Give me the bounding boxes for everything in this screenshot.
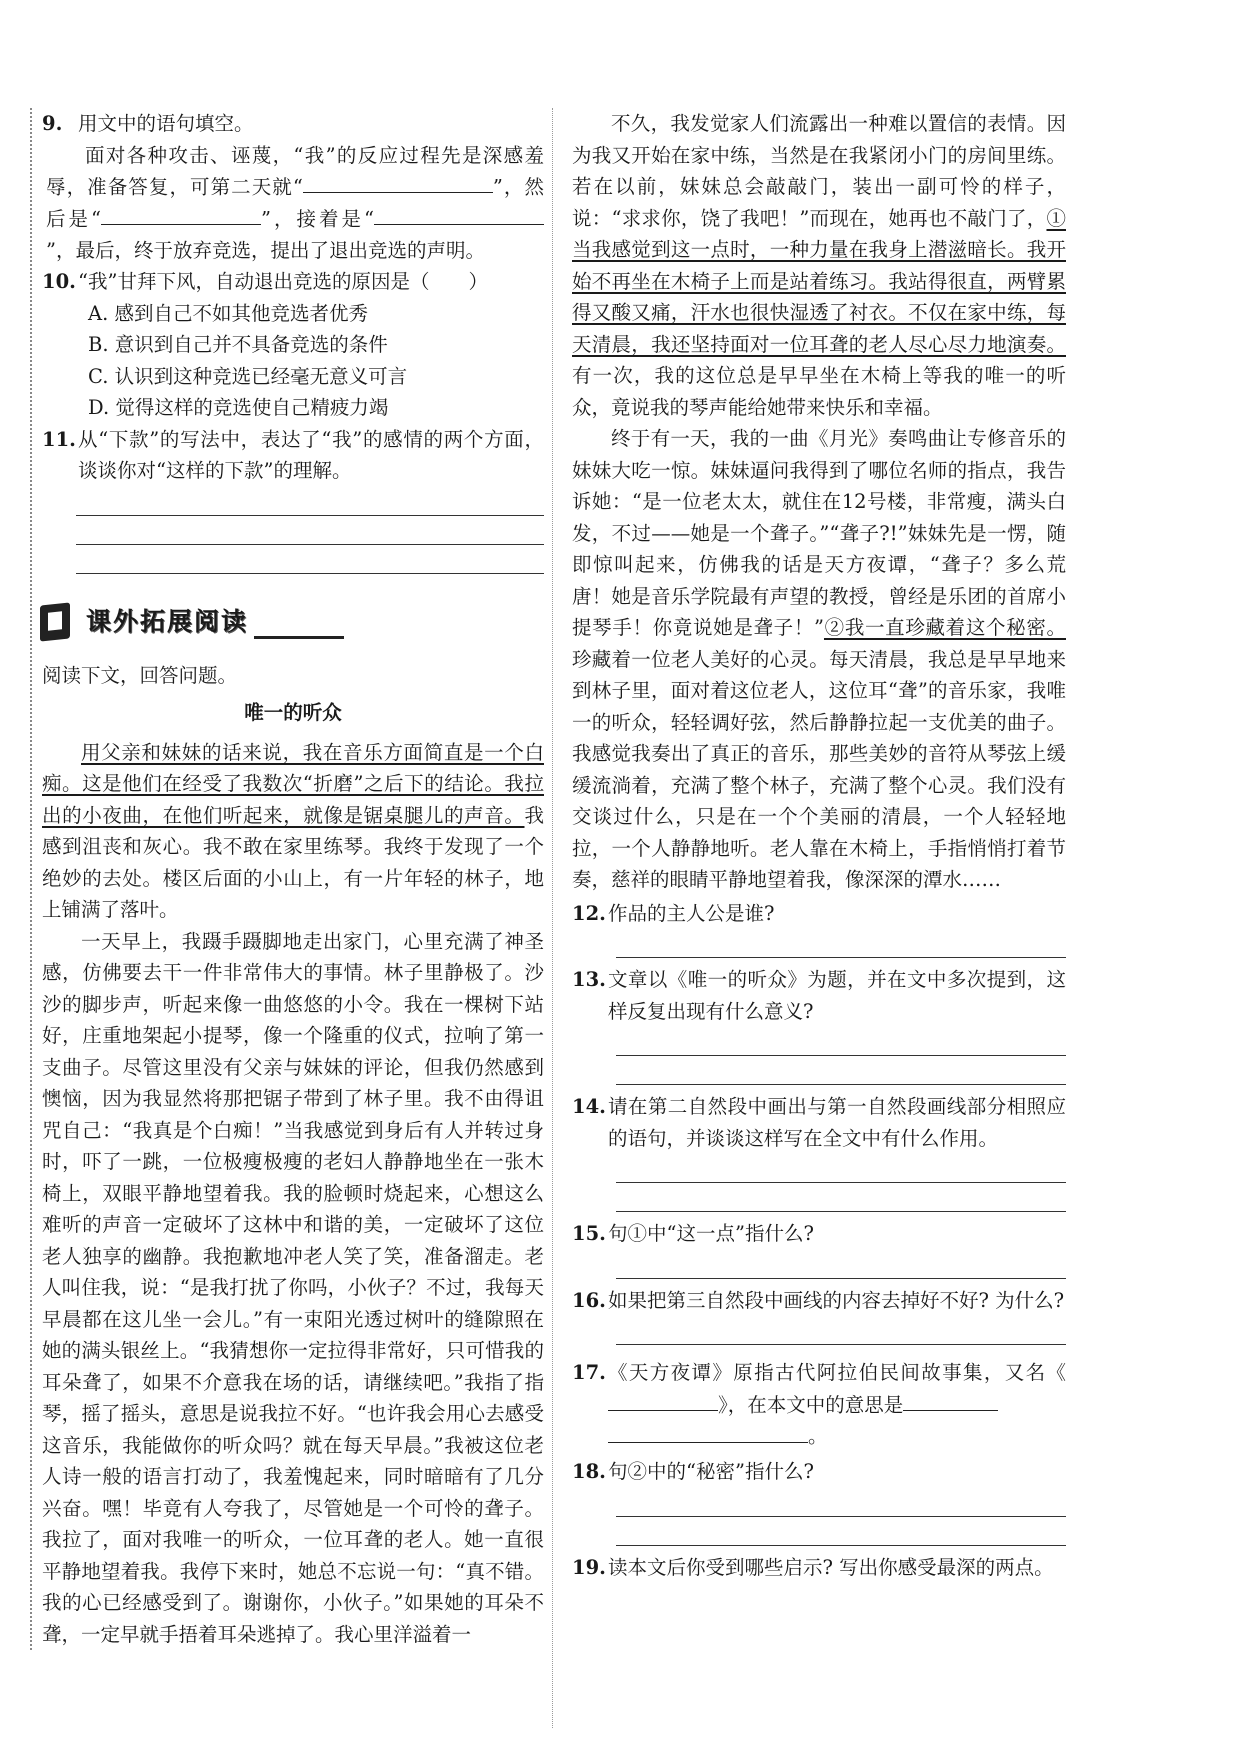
question-number: 14. [572, 1095, 606, 1118]
fill-text: ”，然后是“ [46, 175, 544, 231]
paragraph-3 [572, 108, 1066, 423]
fill-text: ”，最后，终于放弃竞选，提出了退出竞选的声明。 [46, 238, 485, 262]
underlined-text: ②我一直珍藏着这个秘密。 [823, 616, 1066, 639]
question-prompt: 文章以《唯一的听众》为题，并在文中多次提到，这样反复出现有什么意义? [608, 968, 1066, 1023]
answer-line[interactable] [616, 1183, 1066, 1212]
underlined-text: 用父亲和妹妹的话来说，我在音乐方面简直是一个白痴。这是他们在经受了我数次“折磨”之后下的结论。我拉出的小夜曲，在他们听起来，就像是锯桌腿儿的声音。 [42, 740, 544, 827]
book-icon [36, 598, 80, 646]
question-number: 12. [572, 901, 606, 925]
paragraph-1 [42, 737, 544, 926]
instruction: 阅读下文，回答问题。 [42, 663, 238, 687]
question-10 [42, 266, 544, 298]
question-12 [572, 898, 1066, 930]
answer-line[interactable] [616, 1517, 1066, 1546]
question-number: 10. [42, 270, 76, 294]
question-prompt: 请在第二自然段中画出与第一自然段画线部分相照应的语句，并谈谈这样写在全文中有什么作用。 [608, 1095, 1066, 1150]
question-prompt: 句①中“这一点”指什么? [608, 1222, 814, 1245]
answer-line[interactable] [616, 929, 1066, 958]
prompt-text: 》，在本文中的意思是 [718, 1392, 904, 1416]
question-number: 13. [572, 968, 606, 991]
answer-line[interactable] [616, 1250, 1066, 1279]
paragraph-text: 不久，我发觉家人们流露出一种难以置信的表情。因为我又开始在家中练，当然是在我紧闭小门的房间里练。若在以前，妹妹总会敲敲门，装出一副可怜的样子，说：“求求你，饶了我吧！”而现在，她再也不敲门了， [572, 112, 1066, 230]
paragraph-4 [572, 423, 1066, 896]
question-19 [572, 1552, 1066, 1584]
answer-blank[interactable] [403, 171, 493, 193]
question-prompt [608, 1357, 1066, 1452]
section-banner [36, 594, 544, 650]
fill-text: ”，接着是“ [261, 207, 374, 231]
paragraph-2: 一天早上，我蹑手蹑脚地走出家门，心里充满了神圣感，仿佛要去干一件非常伟大的事情。林子里静极了。沙沙的脚步声，听起来像一曲悠悠的小令。我在一棵树下站好，庄重地架起小提琴，像一个隆重的仪式，拉响了第一支曲子。尽管这里没有父亲与妹妹的评论，但我仍然感到懊恼，因为我显然将那把锯子带到了林子里。我不由得诅咒自己：“我真是个白痴！”当我感觉到身后有人并转过身时，吓了一跳，一位极瘦极瘦的老妇人静静地坐在一张木椅上，双眼平静地望着我。我的脸顿时烧起来，心想这么难听的声音一定破坏了这林中和谐的美，一定破坏了这位老人独享的幽静。我抱歉地冲老人笑了笑，准备溜走。老人叫住我，说：“是我打扰了你吗，小伙子？不过，我每天早晨都在这儿坐一会儿。”有一束阳光透过树叶的缝隙照在她的满头银丝上。“我猜想你一定拉得非常好，只可惜我的耳朵聋了，如果不介意我在场的话，请继续吧。”我指了指琴，摇了摇头，意思是说我拉不好。“也许我会用心去感受这音乐，我能做你的听众吗？就在每天早晨。”我被这位老人诗一般的语言打动了，我羞愧起来，同时暗暗有了几分兴奋。嘿！毕竟有人夸我了，尽管她是一个可怜的聋子。我拉了，面对我唯一的听众，一位耳聋的老人。她一直很平静地望着我。我停下来时，她总不忘说一句：“真不错。我的心已经感受到了。谢谢你，小伙子。”如果她的耳朵不聋，一定早就手捂着耳朵逃掉了。我心里洋溢着一 [42, 929, 544, 1646]
section-label: 课外拓展阅读 [86, 607, 249, 637]
question-number: 17. [572, 1361, 606, 1384]
answer-blank[interactable] [608, 1420, 808, 1442]
paragraph-text: 有一次，我的这位总是早早坐在木椅上等我的唯一的听众，竟说我的琴声能给她带来快乐和幸福。 [572, 364, 1066, 419]
answer-blank[interactable] [608, 1389, 718, 1411]
question-prompt: 读本文后你受到哪些启示? 写出你感受最深的两点。 [608, 1555, 1054, 1579]
question-9 [42, 108, 544, 140]
article-title: 唯一的听众 [244, 701, 342, 725]
option-b[interactable]: B. 意识到自己并不具备竞选的条件 [88, 333, 388, 357]
question-prompt: 用文中的语句填空。 [78, 112, 254, 135]
question-prompt: “我”甘拜下风，自动退出竞选的原因是（ ） [78, 270, 488, 294]
underlined-text: ①当我感觉到这一点时，一种力量在我身上潜滋暗长。我开始不再坐在木椅子上而是站着练习。我站得很直，两臂累得又酸又痛，汗水也很快湿透了衬衣。不仅在家中练，每天清晨，我还坚持面对一位耳聋的老人尽心尽力地演奏。 [572, 206, 1066, 356]
option-c[interactable]: C. 认识到这种竞选已经毫无意义可言 [88, 364, 408, 388]
question-prompt: 从“下款”的写法中，表达了“我”的感情的两个方面，谈谈你对“这样的下款”的理解。 [78, 427, 544, 483]
fill-text: 面对各种攻击、诬蔑，“我”的反应过程先是深感羞辱，准备答复，可第二天就“ [46, 143, 544, 199]
left-column [30, 108, 544, 1650]
answer-line[interactable] [76, 545, 544, 574]
answer-blank[interactable] [303, 171, 403, 193]
question-16 [572, 1285, 1066, 1317]
question-number: 16. [572, 1288, 606, 1312]
question-17 [572, 1357, 1066, 1452]
prompt-text: 《天方夜谭》原指古代阿拉伯民间故事集，又名《 [608, 1361, 1066, 1384]
question-18 [572, 1456, 1066, 1488]
answer-line[interactable] [616, 1316, 1066, 1345]
answer-line[interactable] [616, 1154, 1066, 1183]
answer-blank[interactable] [374, 203, 544, 225]
answer-blank[interactable] [101, 203, 261, 225]
answer-line[interactable] [616, 1488, 1066, 1517]
answer-line[interactable] [616, 1027, 1066, 1056]
question-number: 19. [572, 1555, 606, 1579]
question-number: 9. [42, 112, 63, 135]
question-9-fill [42, 140, 544, 267]
paragraph-text: 我感到沮丧和灰心。我不敢在家里练琴。我终于发现了一个绝妙的去处。楼区后面的小山上，有一片年轻的林子，地上铺满了落叶。 [42, 803, 544, 922]
answer-line[interactable] [76, 487, 544, 516]
banner-ribbon [254, 626, 344, 639]
question-prompt: 如果把第三自然段中画线的内容去掉好不好? 为什么? [608, 1288, 1065, 1312]
column-divider [552, 108, 553, 1728]
question-14 [572, 1091, 1066, 1154]
paragraph-text: 终于有一天，我的一曲《月光》奏鸣曲让专修音乐的妹妹大吃一惊。妹妹逼问我得到了哪位名师的指点，我告诉她：“是一位老太太，就住在12号楼，非常瘦，满头白发，不过——她是一个聋子。”“聋子?!”妹妹先是一愣，随即惊叫起来，仿佛我的话是天方夜谭，“聋子？多么荒唐！她是音乐学院最有声望的教授，曾经是乐团的首席小提琴手！你竟说她是聋子！” [572, 427, 1066, 639]
question-10-options [42, 298, 544, 424]
question-13 [572, 964, 1066, 1027]
answer-line[interactable] [616, 1056, 1066, 1085]
right-column [572, 108, 1066, 1583]
answer-line[interactable] [76, 516, 544, 545]
question-number: 11. [42, 427, 76, 451]
answer-blank[interactable] [903, 1389, 998, 1411]
question-number: 18. [572, 1460, 606, 1484]
question-11 [42, 424, 544, 487]
question-prompt: 句②中的“秘密”指什么? [608, 1460, 814, 1484]
question-prompt: 作品的主人公是谁? [608, 901, 775, 925]
prompt-text: 。 [808, 1424, 828, 1448]
option-a[interactable]: A. 感到自己不如其他竞选者优秀 [88, 301, 368, 325]
question-number: 15. [572, 1222, 606, 1245]
option-d[interactable]: D. 觉得这样的竞选使自己精疲力竭 [88, 396, 389, 420]
paragraph-text: 珍藏着一位老人美好的心灵。每天清晨，我总是早早地来到林子里，面对着这位老人，这位耳“聋”的音乐家，我唯一的听众，轻轻调好弦，然后静静拉起一支优美的曲子。我感觉我奏出了真正的音乐，那些美妙的音符从琴弦上缓缓流淌着，充满了整个林子，充满了整个心灵。我们没有交谈过什么，只是在一个个美丽的清晨，一个人轻轻地拉，一个人静静地听。老人靠在木椅上，手指悄悄打着节奏，慈祥的眼睛平静地望着我，像深深的潭水…… [572, 647, 1066, 891]
question-15 [572, 1218, 1066, 1250]
